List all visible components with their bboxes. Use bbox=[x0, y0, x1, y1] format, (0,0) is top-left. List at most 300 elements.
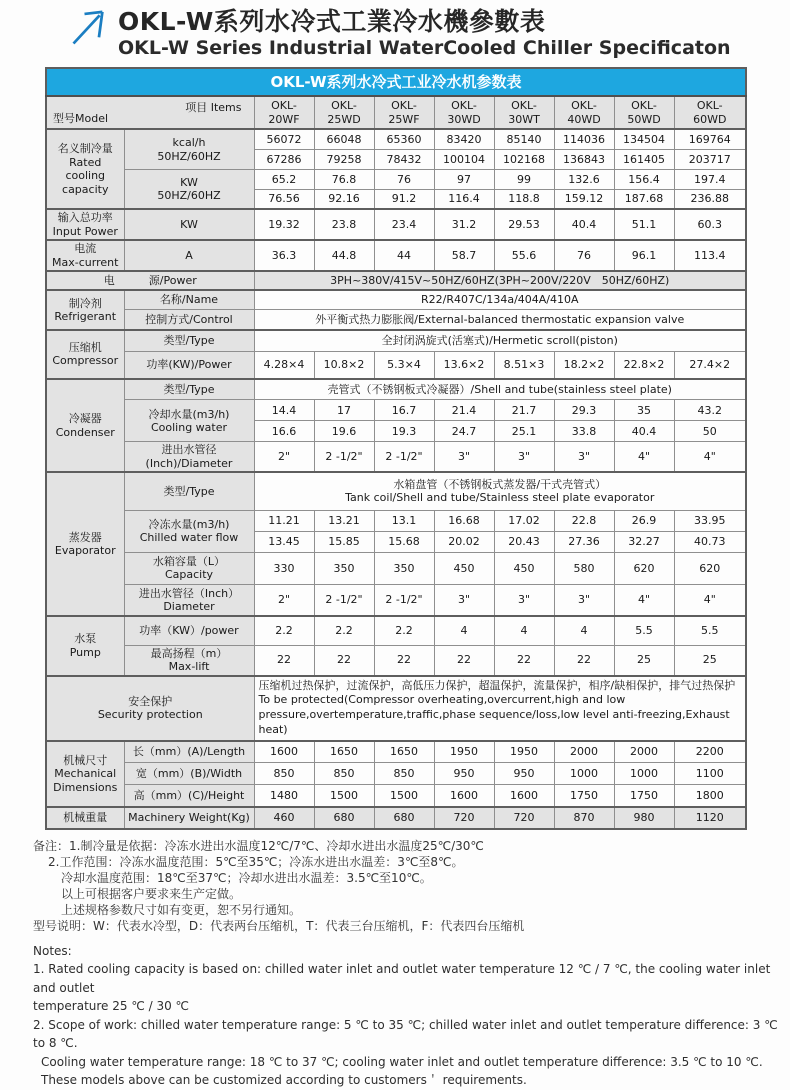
page-title-en: OKL-W Series Industrial WaterCooled Chiller Specificaton bbox=[118, 37, 731, 59]
value-cell: 20.43 bbox=[494, 531, 554, 552]
value-cell: 16.7 bbox=[374, 400, 434, 421]
condenser-type-value: 壳管式（不锈钢板式冷凝器）/Shell and tube(stainless steel plate) bbox=[254, 379, 746, 400]
row-label-comp-power: 功率(KW)/Power bbox=[124, 352, 254, 379]
value-cell: 22.8 bbox=[554, 510, 614, 531]
value-cell: 83420 bbox=[434, 129, 494, 149]
value-cell: 43.2 bbox=[674, 400, 746, 421]
notes-en bbox=[33, 942, 790, 1090]
value-cell: 3" bbox=[554, 584, 614, 616]
value-cell: 36.3 bbox=[254, 240, 314, 271]
note-line: 冷却水温度范围：18℃至37℃；冷却水进出水温差：3.5℃至10℃。 bbox=[61, 870, 432, 885]
row-label-weight: Machinery Weight(Kg) bbox=[124, 807, 254, 829]
group-label-en: Evaporator bbox=[54, 544, 116, 558]
label-line: Max-lift bbox=[168, 660, 210, 674]
value-cell: 4" bbox=[674, 584, 746, 616]
value-cell: 58.7 bbox=[434, 240, 494, 271]
group-label-current bbox=[46, 240, 124, 271]
row-machinery-weight bbox=[46, 807, 746, 829]
value-cell: 950 bbox=[434, 763, 494, 785]
row-compressor-type bbox=[46, 330, 746, 352]
label-line: Capacity bbox=[164, 568, 214, 582]
note-line: 2.工作范围：冷冻水温度范围：5℃至35℃；冷冻水进出水温差：3℃至8℃。 bbox=[48, 854, 464, 869]
corner-header-cell bbox=[46, 96, 254, 129]
value-cell: 980 bbox=[614, 807, 674, 829]
value-cell: 720 bbox=[434, 807, 494, 829]
value-cell: 15.68 bbox=[374, 531, 434, 552]
value-cell: 2 -1/2" bbox=[374, 584, 434, 616]
value-cell: 13.1 bbox=[374, 510, 434, 531]
value-cell: 33.8 bbox=[554, 421, 614, 442]
row-label-pump-power: 功率（KW）/power bbox=[124, 616, 254, 645]
value-cell: 1000 bbox=[614, 763, 674, 785]
row-label-type: 类型/Type bbox=[124, 379, 254, 400]
value-cell: 22 bbox=[374, 645, 434, 675]
type-line-en: Tank coil/Shell and tube/Stainless steel plate evaporator bbox=[345, 491, 655, 505]
value-cell: 16.6 bbox=[254, 421, 314, 442]
group-label-rated bbox=[46, 129, 124, 209]
model-header bbox=[494, 96, 554, 129]
value-cell: 65.2 bbox=[254, 169, 314, 189]
value-cell: 13.21 bbox=[314, 510, 374, 531]
row-refrigerant-name bbox=[46, 290, 746, 310]
value-cell: 1750 bbox=[614, 785, 674, 807]
value-cell: 4 bbox=[494, 616, 554, 645]
value-cell: 161405 bbox=[614, 149, 674, 169]
value-cell: 2 -1/2" bbox=[314, 584, 374, 616]
value-cell: 22 bbox=[254, 645, 314, 675]
freq-label: 50HZ/60HZ bbox=[157, 189, 221, 203]
value-cell: 132.6 bbox=[554, 169, 614, 189]
row-label-chilled-water bbox=[124, 510, 254, 552]
row-refrigerant-control bbox=[46, 310, 746, 330]
value-cell: 136843 bbox=[554, 149, 614, 169]
row-security-protection bbox=[46, 676, 746, 741]
model-number: 30WT bbox=[508, 112, 540, 126]
up-right-arrow-icon bbox=[68, 4, 112, 50]
group-label-dimensions bbox=[46, 741, 124, 807]
value-cell: 16.68 bbox=[434, 510, 494, 531]
note-line: 备注：1.制冷量是依据：冷冻水进出水温度12℃/7℃、冷却水进出水温度25℃/30℃ bbox=[33, 838, 484, 853]
row-label-a-unit: A bbox=[124, 240, 254, 271]
row-pump-lift bbox=[46, 645, 746, 675]
row-rated-kw-50 bbox=[46, 169, 746, 189]
value-cell: 67286 bbox=[254, 149, 314, 169]
row-label-max-lift bbox=[124, 645, 254, 675]
unit-label: KW bbox=[180, 175, 198, 189]
value-cell: 116.4 bbox=[434, 189, 494, 209]
value-cell: 1950 bbox=[434, 741, 494, 763]
value-cell: 5.5 bbox=[614, 616, 674, 645]
group-label-en: Max-current bbox=[52, 255, 119, 269]
row-label-kcal bbox=[124, 129, 254, 169]
value-cell: 2 -1/2" bbox=[374, 442, 434, 472]
group-label-en: Rated cooling capacity bbox=[62, 155, 109, 196]
row-label-kw-unit: KW bbox=[124, 209, 254, 240]
value-cell: 22 bbox=[554, 645, 614, 675]
row-condenser-type bbox=[46, 379, 746, 400]
row-evaporator-pipe bbox=[46, 584, 746, 616]
model-number: 50WD bbox=[627, 112, 661, 126]
model-number: 25WF bbox=[388, 112, 420, 126]
value-cell: 100104 bbox=[434, 149, 494, 169]
value-cell: 450 bbox=[494, 552, 554, 584]
value-cell: 159.12 bbox=[554, 189, 614, 209]
value-cell: 1500 bbox=[374, 785, 434, 807]
value-cell: 3" bbox=[554, 442, 614, 472]
value-cell: 51.1 bbox=[614, 209, 674, 240]
table-banner-row bbox=[46, 68, 746, 96]
label-line: Chilled water flow bbox=[139, 531, 239, 545]
value-cell: 22 bbox=[314, 645, 374, 675]
value-cell: 76 bbox=[554, 240, 614, 271]
value-cell: 10.8×2 bbox=[314, 352, 374, 379]
value-cell: 79258 bbox=[314, 149, 374, 169]
spec-table bbox=[45, 67, 747, 830]
group-label-en: Mechanical Dimensions bbox=[53, 767, 118, 794]
value-cell: 32.27 bbox=[614, 531, 674, 552]
value-cell: 21.7 bbox=[494, 400, 554, 421]
value-cell: 950 bbox=[494, 763, 554, 785]
value-cell: 1750 bbox=[554, 785, 614, 807]
label-line: 水箱容量（L） bbox=[152, 554, 226, 568]
model-prefix: OKL- bbox=[631, 99, 657, 113]
label-line: (Inch)/Diameter bbox=[145, 456, 233, 470]
compressor-type-value: 全封闭涡旋式(活塞式)/Hermetic scroll(piston) bbox=[254, 330, 746, 352]
value-cell: 33.95 bbox=[674, 510, 746, 531]
label-line: 进出水管径 bbox=[161, 443, 217, 457]
note-line: 1. Rated cooling capacity is based on: chilled water inlet and outlet water temperature 12 ℃ / 7 ℃, the cooling water inlet and outlet bbox=[33, 962, 771, 995]
value-cell: 23.4 bbox=[374, 209, 434, 240]
note-line: 上述规格参数尺寸如有变更，恕不另行通知。 bbox=[61, 902, 302, 917]
value-cell: 44 bbox=[374, 240, 434, 271]
value-cell: 40.4 bbox=[614, 421, 674, 442]
value-cell: 1500 bbox=[314, 785, 374, 807]
group-label-refrigerant bbox=[46, 290, 124, 330]
value-cell: 156.4 bbox=[614, 169, 674, 189]
row-label-name: 名称/Name bbox=[124, 290, 254, 310]
row-label-length: 长（mm）(A)/Length bbox=[124, 741, 254, 763]
power-supply-value: 3PH~380V/415V~50HZ/60HZ(3PH~200V/220V 50HZ/60HZ) bbox=[254, 271, 746, 290]
value-cell: 2200 bbox=[674, 741, 746, 763]
row-label-tank-capacity bbox=[124, 552, 254, 584]
group-label-evaporator bbox=[46, 472, 124, 616]
value-cell: 13.45 bbox=[254, 531, 314, 552]
label-line: Diameter bbox=[163, 599, 215, 613]
group-label-en: Input Power bbox=[52, 224, 118, 238]
value-cell: 78432 bbox=[374, 149, 434, 169]
value-cell: 92.16 bbox=[314, 189, 374, 209]
value-cell: 2" bbox=[254, 442, 314, 472]
value-cell: 22 bbox=[434, 645, 494, 675]
security-text-en: To be protected(Compressor overheating,overcurrent,high and low pressure,overtemperature,traffic,phase sequence/loss,low level anti-freezing,Exhaust heat) bbox=[258, 693, 730, 737]
value-cell: 76.8 bbox=[314, 169, 374, 189]
value-cell: 2000 bbox=[614, 741, 674, 763]
value-cell: 4" bbox=[614, 442, 674, 472]
document-header bbox=[0, 0, 790, 65]
security-text-zh: 压缩机过热保护，过流保护，高低压力保护，超温保护，流量保护，相序/缺相保护，排气过热保护 bbox=[258, 678, 736, 692]
value-cell: 20.02 bbox=[434, 531, 494, 552]
security-protection-text bbox=[254, 676, 746, 741]
row-chilled-water-50 bbox=[46, 510, 746, 531]
row-pump-power bbox=[46, 616, 746, 645]
group-label-zh: 水泵 bbox=[74, 632, 97, 646]
value-cell: 2 -1/2" bbox=[314, 442, 374, 472]
value-cell: 680 bbox=[374, 807, 434, 829]
value-cell: 4" bbox=[614, 584, 674, 616]
value-cell: 27.36 bbox=[554, 531, 614, 552]
value-cell: 27.4×2 bbox=[674, 352, 746, 379]
value-cell: 21.4 bbox=[434, 400, 494, 421]
value-cell: 134504 bbox=[614, 129, 674, 149]
row-label-cooling-water bbox=[124, 400, 254, 442]
row-evaporator-type bbox=[46, 472, 746, 510]
value-cell: 24.7 bbox=[434, 421, 494, 442]
type-line-zh: 水箱盘管（不锈钢板式蒸发器/干式壳管式） bbox=[393, 478, 607, 492]
value-cell: 25 bbox=[674, 645, 746, 675]
evaporator-type-value bbox=[254, 472, 746, 510]
value-cell: 76.56 bbox=[254, 189, 314, 209]
value-cell: 620 bbox=[674, 552, 746, 584]
value-cell: 187.68 bbox=[614, 189, 674, 209]
value-cell: 8.51×3 bbox=[494, 352, 554, 379]
value-cell: 85140 bbox=[494, 129, 554, 149]
value-cell: 65360 bbox=[374, 129, 434, 149]
group-label-zh: 安全保护 bbox=[128, 694, 173, 708]
refrigerant-name-value: R22/R407C/134a/404A/410A bbox=[254, 290, 746, 310]
value-cell: 25 bbox=[614, 645, 674, 675]
model-prefix: OKL- bbox=[696, 99, 723, 113]
row-power-supply bbox=[46, 271, 746, 290]
value-cell: 99 bbox=[494, 169, 554, 189]
value-cell: 40.73 bbox=[674, 531, 746, 552]
value-cell: 1120 bbox=[674, 807, 746, 829]
value-cell: 580 bbox=[554, 552, 614, 584]
row-length bbox=[46, 741, 746, 763]
model-number: 25WD bbox=[327, 112, 361, 126]
corner-items-label: 项目 Items bbox=[185, 101, 242, 115]
model-header bbox=[374, 96, 434, 129]
value-cell: 169764 bbox=[674, 129, 746, 149]
value-cell: 55.6 bbox=[494, 240, 554, 271]
value-cell: 2.2 bbox=[374, 616, 434, 645]
value-cell: 3" bbox=[434, 442, 494, 472]
value-cell: 680 bbox=[314, 807, 374, 829]
value-cell: 29.53 bbox=[494, 209, 554, 240]
row-cooling-water-50 bbox=[46, 400, 746, 421]
value-cell: 26.9 bbox=[614, 510, 674, 531]
group-label-zh: 蒸发器 bbox=[68, 530, 102, 544]
group-label-pump bbox=[46, 616, 124, 675]
model-prefix: OKL- bbox=[511, 99, 537, 113]
note-line: Notes: bbox=[33, 943, 72, 958]
value-cell: 31.2 bbox=[434, 209, 494, 240]
group-label-en: Pump bbox=[69, 645, 101, 659]
value-cell: 2.2 bbox=[314, 616, 374, 645]
label-line: 最高扬程（m） bbox=[150, 646, 228, 660]
group-label-zh: 冷凝器 bbox=[68, 412, 102, 426]
note-line: 以上可根据客户要求来生产定做。 bbox=[61, 886, 242, 901]
group-label-en: Condenser bbox=[55, 425, 115, 439]
note-line: These models above can be customized according to customers＇ requirements. bbox=[41, 1073, 527, 1088]
value-cell: 236.88 bbox=[674, 189, 746, 209]
value-cell: 22 bbox=[494, 645, 554, 675]
corner-model-label: 型号Model bbox=[53, 111, 109, 125]
value-cell: 1600 bbox=[494, 785, 554, 807]
group-label-zh: 名义制冷量 bbox=[57, 142, 113, 156]
group-label-en: Refrigerant bbox=[54, 309, 117, 323]
value-cell: 60.3 bbox=[674, 209, 746, 240]
model-prefix: OKL- bbox=[331, 99, 357, 113]
model-number: 20WF bbox=[268, 112, 300, 126]
group-label-zh: 制冷剂 bbox=[68, 296, 102, 310]
value-cell: 14.4 bbox=[254, 400, 314, 421]
value-cell: 1000 bbox=[554, 763, 614, 785]
model-number: 40WD bbox=[567, 112, 601, 126]
model-number: 30WD bbox=[447, 112, 481, 126]
model-prefix: OKL- bbox=[391, 99, 417, 113]
value-cell: 4" bbox=[674, 442, 746, 472]
value-cell: 19.6 bbox=[314, 421, 374, 442]
value-cell: 1650 bbox=[314, 741, 374, 763]
value-cell: 96.1 bbox=[614, 240, 674, 271]
refrigerant-control-value: 外平衡式热力膨胀阀/External-balanced thermostatic expansion valve bbox=[254, 310, 746, 330]
value-cell: 1600 bbox=[254, 741, 314, 763]
value-cell: 113.4 bbox=[674, 240, 746, 271]
row-input-power bbox=[46, 209, 746, 240]
value-cell: 19.3 bbox=[374, 421, 434, 442]
group-label-zh: 电流 bbox=[74, 242, 97, 256]
value-cell: 1600 bbox=[434, 785, 494, 807]
label-line: Cooling water bbox=[150, 420, 228, 434]
note-line: 型号说明：W：代表水冷型，D：代表两台压缩机，T：代表三台压缩机，F：代表四台压缩机 bbox=[33, 918, 525, 933]
table-banner-title: OKL-W系列水冷式工业冷水机参数表 bbox=[46, 68, 746, 96]
value-cell: 17.02 bbox=[494, 510, 554, 531]
row-rated-kcal-50 bbox=[46, 129, 746, 149]
value-cell: 29.3 bbox=[554, 400, 614, 421]
model-header bbox=[314, 96, 374, 129]
group-label-security bbox=[46, 676, 254, 741]
row-label-power-supply bbox=[46, 271, 254, 290]
model-header bbox=[614, 96, 674, 129]
group-label-condenser bbox=[46, 379, 124, 472]
value-cell: 850 bbox=[254, 763, 314, 785]
label-line: 冷冻水量(m3/h) bbox=[148, 517, 230, 531]
value-cell: 2000 bbox=[554, 741, 614, 763]
group-label-zh: 输入总功率 bbox=[57, 211, 113, 225]
model-header-row bbox=[46, 96, 746, 129]
value-cell: 850 bbox=[314, 763, 374, 785]
model-number: 60WD bbox=[693, 112, 727, 126]
value-cell: 197.4 bbox=[674, 169, 746, 189]
group-label-compressor bbox=[46, 330, 124, 379]
model-prefix: OKL- bbox=[451, 99, 477, 113]
value-cell: 19.32 bbox=[254, 209, 314, 240]
row-height bbox=[46, 785, 746, 807]
value-cell: 102168 bbox=[494, 149, 554, 169]
group-label-input-power bbox=[46, 209, 124, 240]
value-cell: 4 bbox=[434, 616, 494, 645]
value-cell: 17 bbox=[314, 400, 374, 421]
value-cell: 720 bbox=[494, 807, 554, 829]
value-cell: 50 bbox=[674, 421, 746, 442]
model-prefix: OKL- bbox=[571, 99, 597, 113]
value-cell: 1480 bbox=[254, 785, 314, 807]
model-header bbox=[674, 96, 746, 129]
value-cell: 460 bbox=[254, 807, 314, 829]
value-cell: 330 bbox=[254, 552, 314, 584]
page-title-zh: OKL-W系列水冷式工業冷水機參數表 bbox=[118, 7, 546, 36]
label-line: 进出水管径（Inch） bbox=[138, 586, 240, 600]
value-cell: 2" bbox=[254, 584, 314, 616]
group-label-zh: 机械尺寸 bbox=[63, 753, 108, 767]
value-cell: 25.1 bbox=[494, 421, 554, 442]
value-cell: 35 bbox=[614, 400, 674, 421]
row-compressor-power bbox=[46, 352, 746, 379]
value-cell: 350 bbox=[314, 552, 374, 584]
value-cell: 97 bbox=[434, 169, 494, 189]
value-cell: 11.21 bbox=[254, 510, 314, 531]
row-label-width: 宽（mm）(B)/Width bbox=[124, 763, 254, 785]
value-cell: 5.3×4 bbox=[374, 352, 434, 379]
label-line: 冷却水量(m3/h) bbox=[148, 407, 230, 421]
value-cell: 4.28×4 bbox=[254, 352, 314, 379]
note-line: 2. Scope of work: chilled water temperature range: 5 ℃ to 35 ℃; chilled water inlet and outlet temperature difference: 3 ℃ to 8 ℃. bbox=[33, 1017, 778, 1051]
value-cell: 3" bbox=[494, 584, 554, 616]
row-label-control: 控制方式/Control bbox=[124, 310, 254, 330]
value-cell: 350 bbox=[374, 552, 434, 584]
group-label-en: Compressor bbox=[52, 354, 119, 368]
value-cell: 66048 bbox=[314, 129, 374, 149]
value-cell: 40.4 bbox=[554, 209, 614, 240]
model-header bbox=[434, 96, 494, 129]
value-cell: 850 bbox=[374, 763, 434, 785]
value-cell: 5.5 bbox=[674, 616, 746, 645]
row-label-kw bbox=[124, 169, 254, 209]
value-cell: 118.8 bbox=[494, 189, 554, 209]
value-cell: 2.2 bbox=[254, 616, 314, 645]
freq-label: 50HZ/60HZ bbox=[157, 149, 221, 163]
row-tank-capacity bbox=[46, 552, 746, 584]
group-label-weight: 机械重量 bbox=[46, 807, 124, 829]
value-cell: 22.8×2 bbox=[614, 352, 674, 379]
value-cell: 15.85 bbox=[314, 531, 374, 552]
row-condenser-pipe bbox=[46, 442, 746, 472]
row-label-type: 类型/Type bbox=[124, 330, 254, 352]
unit-label: kcal/h bbox=[172, 136, 206, 150]
row-label-type: 类型/Type bbox=[124, 472, 254, 510]
group-label-zh: 压缩机 bbox=[68, 341, 102, 355]
value-cell: 1650 bbox=[374, 741, 434, 763]
value-cell: 1950 bbox=[494, 741, 554, 763]
row-width bbox=[46, 763, 746, 785]
row-label-pipe-diameter bbox=[124, 584, 254, 616]
value-cell: 3" bbox=[434, 584, 494, 616]
model-prefix: OKL- bbox=[271, 99, 297, 113]
value-cell: 23.8 bbox=[314, 209, 374, 240]
value-cell: 4 bbox=[554, 616, 614, 645]
power-label-en: 源/Power bbox=[148, 273, 197, 287]
value-cell: 870 bbox=[554, 807, 614, 829]
value-cell: 18.2×2 bbox=[554, 352, 614, 379]
value-cell: 203717 bbox=[674, 149, 746, 169]
note-line: Cooling water temperature range: 18 ℃ to 37 ℃; cooling water inlet and outlet temperature difference: 3.5 ℃ to 10 ℃. bbox=[41, 1054, 763, 1069]
model-header bbox=[554, 96, 614, 129]
value-cell: 13.6×2 bbox=[434, 352, 494, 379]
value-cell: 44.8 bbox=[314, 240, 374, 271]
value-cell: 76 bbox=[374, 169, 434, 189]
notes-zh bbox=[33, 838, 790, 934]
note-line: temperature 25 ℃ / 30 ℃ bbox=[33, 999, 190, 1014]
